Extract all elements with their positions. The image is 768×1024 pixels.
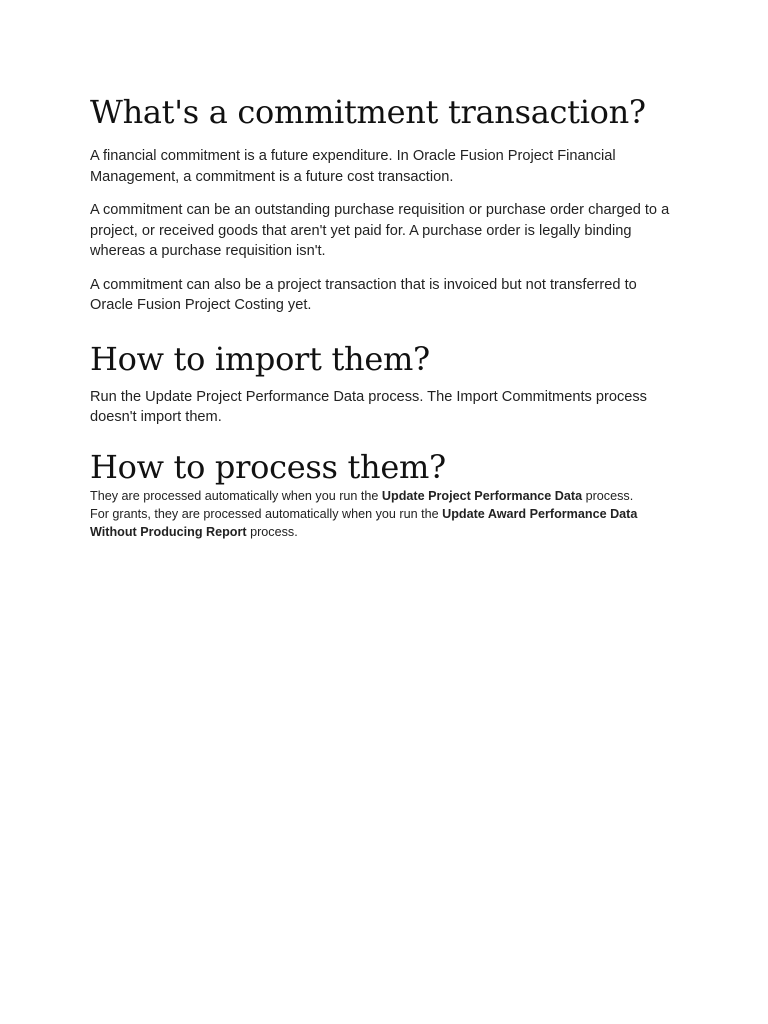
- process-paragraph: [90, 487, 680, 541]
- document-page: [90, 92, 680, 541]
- process-heading: How to process them?: [90, 447, 446, 486]
- process-text-1: They are processed automatically when you run the: [90, 488, 382, 503]
- commitment-types-paragraph: A commitment can be an outstanding purchase requisition or purchase order charged to a project, or received goods that aren't yet paid for. A purchase order is legally binding whereas a purchase requisition isn't.: [90, 202, 670, 259]
- process-bold-1: Update Project Performance Data: [381, 488, 583, 503]
- financial-commitment-paragraph: A financial commitment is a future expenditure. In Oracle Fusion Project Financial Management, a commitment is a future cost transaction.: [90, 148, 616, 185]
- process-bold-2: Update Award Performance Data Without Producing Report: [90, 506, 638, 539]
- import-paragraph: Run the Update Project Performance Data process. The Import Commitments process doesn't import them.: [90, 388, 647, 425]
- process-text-2: process.: [582, 488, 634, 503]
- project-transaction-paragraph: A commitment can also be a project transaction that is invoiced but not transferred to Oracle Fusion Project Costing yet.: [90, 276, 637, 313]
- process-text-3: For grants, they are processed automatically when you run the: [90, 506, 443, 521]
- import-heading: How to import them?: [90, 339, 430, 378]
- process-text-4: process.: [246, 524, 298, 539]
- commitment-transaction-heading: What's a commitment transaction?: [90, 93, 646, 131]
